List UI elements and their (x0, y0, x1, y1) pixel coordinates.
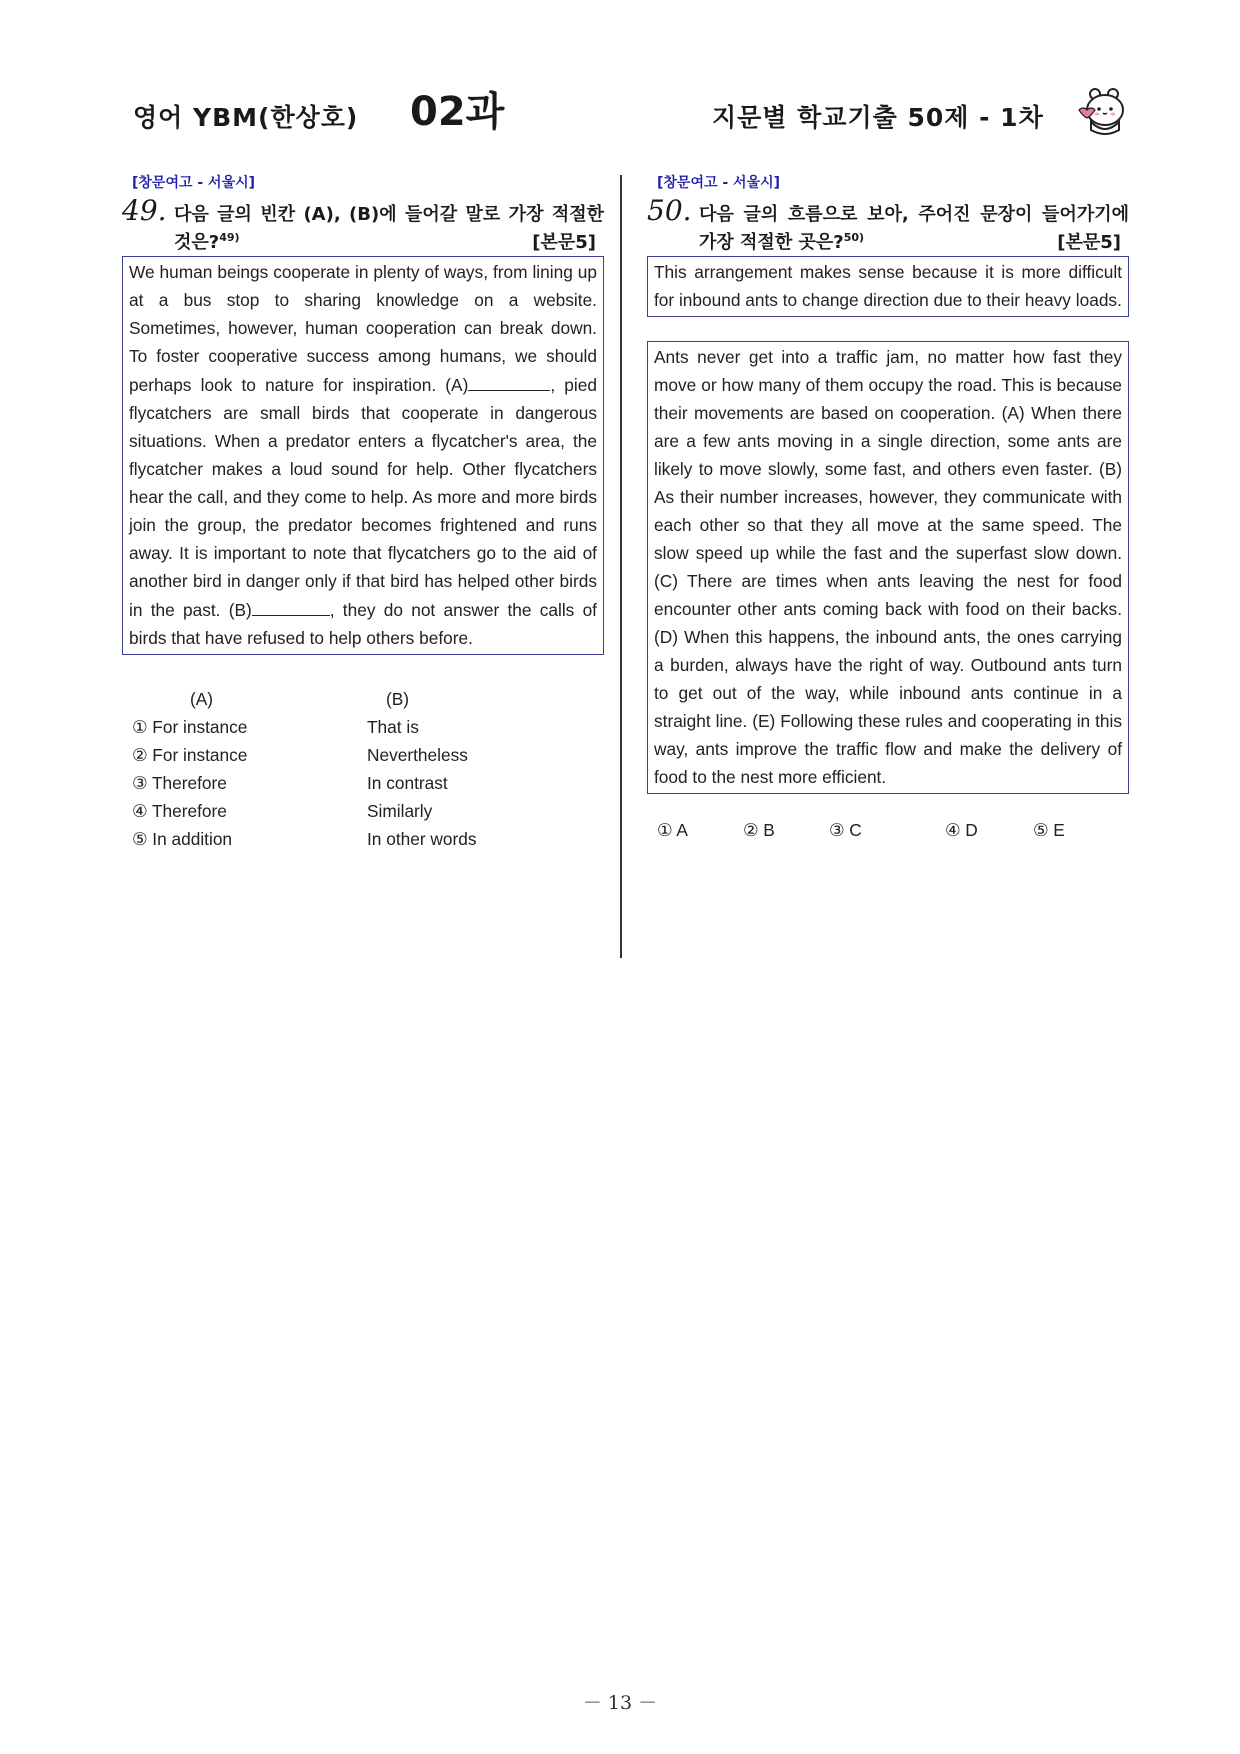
choice-b-text: That is (367, 717, 419, 737)
choice-2[interactable]: ② B (743, 820, 775, 840)
source-label: [창문여고 - 서울시] (657, 175, 781, 191)
blank-a (468, 370, 550, 391)
lesson-number: 02과 (410, 89, 505, 135)
choice-3[interactable]: ③ C (829, 820, 862, 840)
choice-a-text: ⑤ In addition (132, 829, 233, 849)
choice-2[interactable] (122, 741, 604, 769)
choice-5[interactable] (122, 825, 604, 853)
blank-b (252, 595, 330, 616)
question-number: 49. (122, 194, 167, 227)
choice-4[interactable] (122, 797, 604, 825)
given-sentence-box: This arrangement makes sense because it is more difficult for inbound ants to change direction due to their heavy loads. (647, 256, 1129, 317)
passage-tag: [본문5] (532, 232, 596, 253)
question-heading (647, 196, 1129, 254)
question-prompt-line2 (174, 228, 240, 254)
choice-a-text: ② For instance (132, 745, 248, 765)
answer-choices (647, 820, 1129, 841)
question-49 (122, 172, 604, 853)
page-title: 지문별 학교기출 50제 - 1차 (712, 103, 1044, 132)
question-number: 50. (647, 194, 692, 227)
question-heading (122, 196, 604, 254)
choice-1[interactable]: ① A (657, 820, 688, 840)
choice-5[interactable]: ⑤ E (1033, 820, 1065, 840)
column-divider (620, 175, 622, 958)
choice-b-text: Nevertheless (367, 745, 468, 765)
answer-choices (122, 685, 604, 853)
choice-header-row (122, 685, 604, 713)
passage-tag: [본문5] (1057, 232, 1121, 253)
question-prompt-line1: 다음 글의 흐름으로 보아, 주어진 문장이 들어가기에 (699, 204, 1129, 225)
question-prompt-line1: 다음 글의 빈칸 (A), (B)에 들어갈 말로 가장 적절한 (174, 204, 604, 225)
source-label: [창문여고 - 서울시] (132, 175, 256, 191)
choice-1[interactable] (122, 713, 604, 741)
footnote-marker: 49) (219, 231, 240, 244)
subject-label: 영어 YBM(한상호) (133, 103, 359, 132)
passage-box (122, 256, 604, 655)
passage-box: Ants never get into a traffic jam, no matter how fast they move or how many of them occupy the road. This is because their movements are based on cooperation. (A) When there are a few ants moving in a single direction, some ants are likely to move slowly, some fast, and others even faster. (B) As their number increases, however, they communicate with each other so that they all move at the same speed. The slow speed up while the fast and the superfast slow down. (C) There are times when ants leaving the nest for food encounter other ants coming back with food on their backs. (D) When this happens, the inbound ants, the ones carrying a burden, always have the right of way. Outbound ants turn to get out of the way, while inbound ants continue in a straight line. (E) Following these rules and cooperating in this way, ants improve the traffic flow and make the delivery of food to the nest more efficient. (647, 341, 1129, 794)
choice-a-text: ① For instance (132, 717, 248, 737)
footnote-marker: 50) (843, 231, 865, 244)
passage-text-1: We human beings cooperate in plenty of ways, from lining up at a bus stop to sharing knowledge on a website. Sometimes, however, human cooperation can break down. To foster cooperative success among humans, we should perhaps look to nature for inspiration. (A) (129, 262, 597, 395)
question-prompt-line2 (699, 228, 864, 254)
passage-text-3: , they do not answer the calls of birds that have refused to help others before. (129, 600, 597, 648)
prompt-text: 가장 적절한 곳은? (699, 232, 844, 253)
column-b-header: (B) (386, 689, 410, 709)
bear-mascot-icon (1075, 84, 1131, 140)
column-a-header: (A) (190, 689, 214, 709)
choice-4[interactable]: ④ D (945, 820, 978, 840)
page-number: － 13 － (582, 1692, 658, 1714)
prompt-text: 것은? (174, 232, 220, 253)
choice-b-text: In contrast (367, 773, 448, 793)
choice-b-text: In other words (367, 829, 477, 849)
choice-a-text: ③ Therefore (132, 773, 227, 793)
choice-b-text: Similarly (367, 801, 433, 821)
choice-a-text: ④ Therefore (132, 801, 227, 821)
question-50 (647, 172, 1129, 841)
passage-text-2: , pied flycatchers are small birds that cooperate in dangerous situations. When a predator enters a flycatcher's area, the flycatcher makes a loud sound for help. Other flycatchers hear the call, and they come to help. As more and more birds join the group, the predator becomes frightened and runs away. It is important to note that flycatchers go to the aid of another bird in danger only if that bird has helped other birds in the past. (B) (129, 375, 597, 620)
choice-3[interactable] (122, 769, 604, 797)
